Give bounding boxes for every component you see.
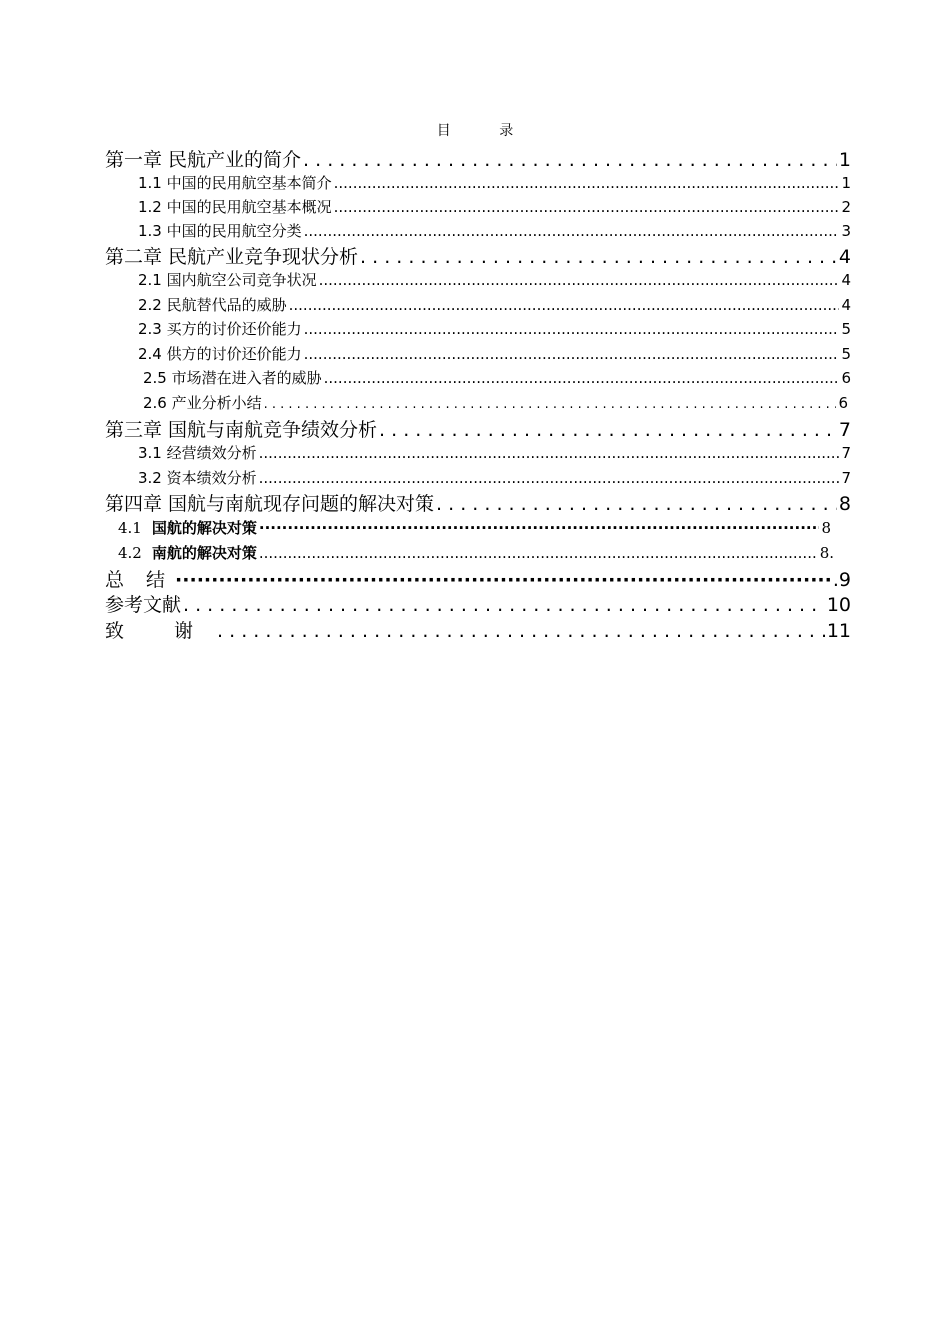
toc-entry-label: 2.4 供方的讨价还价能力 <box>138 345 302 363</box>
toc-entry-page: 8 <box>838 493 851 515</box>
toc-entry-chapter-1[interactable] <box>105 145 851 172</box>
toc-entry-page: 4 <box>841 271 851 289</box>
toc-entry-chapter-3[interactable] <box>105 415 851 442</box>
toc-entry-label: 3.2 资本绩效分析 <box>138 469 257 487</box>
toc-entry-label: 2.3 买方的讨价还价能力 <box>138 320 302 338</box>
toc-entry-references[interactable] <box>105 590 851 617</box>
dot-leader <box>360 246 837 268</box>
toc-entry-2-1[interactable] <box>138 269 851 290</box>
toc-entry-chapter-2[interactable] <box>105 242 851 269</box>
toc-entry-page: 6 <box>841 369 851 387</box>
toc-entry-page: 11 <box>826 620 851 642</box>
toc-entry-page: 6 <box>838 394 848 412</box>
toc-entry-page: 8. <box>819 544 834 562</box>
dot-leader <box>324 369 840 387</box>
toc-entry-1-1[interactable] <box>138 172 851 193</box>
toc-entry-page: 7 <box>841 469 851 487</box>
toc-entry-page: 2 <box>841 198 851 216</box>
toc-entry-label: 2.5 市场潜在进入者的威胁 <box>143 369 322 387</box>
dot-leader <box>264 394 837 412</box>
toc-entry-page: 1 <box>841 174 851 192</box>
dot-leader <box>259 519 820 537</box>
dot-leader <box>304 320 840 338</box>
dot-leader <box>289 296 840 314</box>
toc-entry-3-2[interactable] <box>138 467 851 488</box>
dot-leader <box>319 271 840 289</box>
toc-entry-label: 2.1 国内航空公司竞争状况 <box>138 271 317 289</box>
toc-entry-page: 4 <box>838 246 851 268</box>
toc-entry-3-1[interactable] <box>138 442 851 463</box>
toc-entry-chapter-4[interactable] <box>105 489 851 516</box>
toc-entry-4-1[interactable] <box>118 517 831 538</box>
toc-entry-1-3[interactable] <box>138 220 851 241</box>
dot-leader <box>379 419 837 441</box>
toc-entry-page: 7 <box>841 444 851 462</box>
toc-entry-2-4[interactable] <box>138 343 851 364</box>
toc-entry-page: 1 <box>838 149 851 171</box>
toc-entry-label: 国航的解决对策 <box>151 519 257 537</box>
toc-entry-label: 致 谢 <box>105 620 216 642</box>
toc-entry-number: 4.2 <box>118 544 142 562</box>
toc-entry-page: 3 <box>841 222 851 240</box>
toc-entry-label: 第四章 国航与南航现存问题的解决对策 <box>105 493 435 515</box>
toc-entry-page: 8 <box>821 519 831 537</box>
dot-leader <box>259 469 840 487</box>
toc-entry-label: 第一章 民航产业的简介 <box>105 149 302 171</box>
toc-entry-2-5[interactable] <box>143 367 851 388</box>
toc-entry-1-2[interactable] <box>138 196 851 217</box>
toc-entry-label: 1.2 中国的民用航空基本概况 <box>138 198 332 216</box>
toc-title: 目 录 <box>436 123 536 139</box>
toc-entry-label: 参考文献 <box>105 594 182 616</box>
toc-entry-page: 5 <box>841 345 851 363</box>
toc-entry-2-2[interactable] <box>138 294 851 315</box>
toc-entry-label: 2.6 产业分析小结 <box>143 394 262 412</box>
toc-entry-acknowledgements[interactable] <box>105 616 851 643</box>
dot-leader <box>303 149 837 171</box>
toc-entry-label: 1.3 中国的民用航空分类 <box>138 222 302 240</box>
toc-entry-label: 3.1 经营绩效分析 <box>138 444 257 462</box>
toc-entry-page: .9 <box>832 569 851 591</box>
toc-entry-number: 4.1 <box>118 519 142 537</box>
toc-entry-label: 第三章 国航与南航竞争绩效分析 <box>105 419 378 441</box>
dot-leader <box>304 222 840 240</box>
dot-leader <box>175 569 831 591</box>
dot-leader <box>304 345 840 363</box>
dot-leader <box>217 620 825 642</box>
dot-leader <box>259 444 840 462</box>
dot-leader <box>259 544 818 562</box>
toc-entry-page: 5 <box>841 320 851 338</box>
toc-entry-page: 7 <box>838 419 851 441</box>
toc-entry-label: 2.2 民航替代品的威胁 <box>138 296 287 314</box>
toc-entry-page: 10 <box>826 594 851 616</box>
toc-entry-label: 总 结 <box>105 569 174 591</box>
dot-leader <box>436 493 837 515</box>
toc-entry-label: 1.1 中国的民用航空基本简介 <box>138 174 332 192</box>
toc-entry-summary[interactable] <box>105 565 851 592</box>
dot-leader <box>183 594 825 616</box>
toc-entry-label: 第二章 民航产业竞争现状分析 <box>105 246 359 268</box>
toc-entry-page: 4 <box>841 296 851 314</box>
toc-entry-2-3[interactable] <box>138 318 851 339</box>
toc-entry-4-2[interactable] <box>118 542 834 563</box>
toc-entry-label: 南航的解决对策 <box>151 544 257 562</box>
dot-leader <box>334 198 840 216</box>
toc-entry-2-6[interactable] <box>143 392 848 413</box>
dot-leader <box>334 174 840 192</box>
